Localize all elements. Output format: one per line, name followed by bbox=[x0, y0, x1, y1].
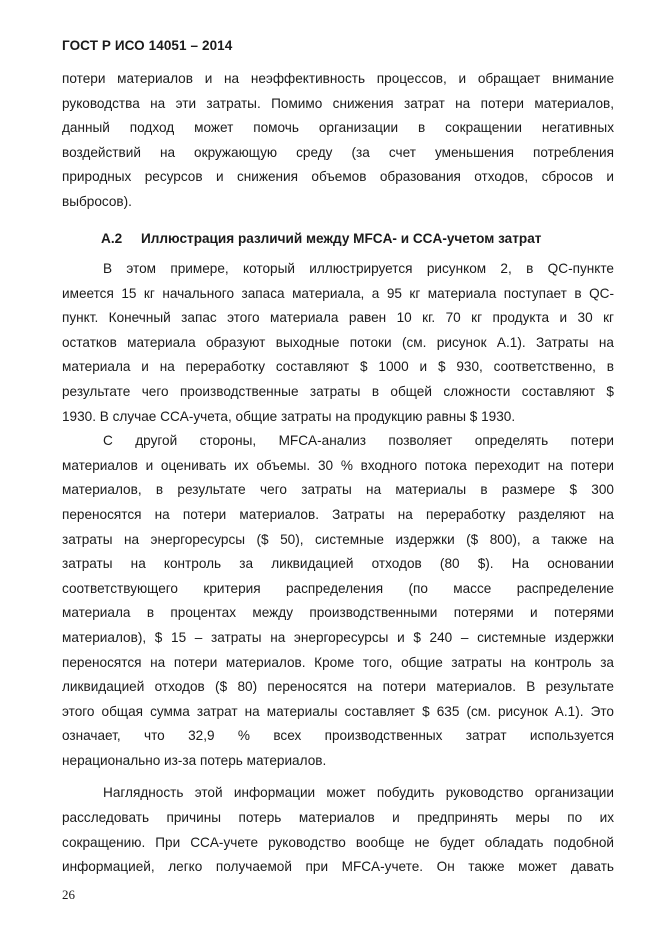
text-line: остатков материала образуют выходные потоки (см. рисунок А.1). Затраты на bbox=[62, 334, 614, 350]
text-line: этого общая сумма затрат на материалы составляет $ 635 (см. рисунок А.1). Это bbox=[62, 703, 614, 719]
text-line: означает, что 32,9 % всех производственных затрат используется bbox=[62, 728, 614, 744]
text-line: пункт. Конечный запас этого материала равен 10 кг. 70 кг продукта и 30 кг bbox=[62, 310, 614, 326]
body-text bbox=[62, 257, 614, 880]
text-line: В этом примере, который иллюстрируется рисунком 2, в QC-пункте bbox=[103, 261, 614, 276]
text-line: переносятся на потери материалов. Затраты на переработку разделяют на bbox=[62, 506, 614, 522]
text-line: расследовать причины потерь материалов и предпринять меры по их bbox=[62, 810, 614, 826]
text-line: материалов), $ 15 – затраты на энергоресурсы и $ 240 – системные издержки bbox=[62, 629, 614, 645]
text-line: имеется 15 кг начального запаса материала, а 95 кг материала поступает в QC- bbox=[62, 285, 614, 301]
section-number: А.2 bbox=[101, 231, 123, 246]
text-line: переносятся на потери материалов. Кроме того, общие затраты на контроль за bbox=[62, 654, 614, 670]
text-line: затраты на энергоресурсы ($ 50), системные издержки ($ 800), а также на bbox=[62, 531, 614, 547]
page-number: 26 bbox=[62, 887, 75, 902]
text-line: сокращению. При CCA-учете руководство вообще не будет обладать подобной bbox=[62, 834, 614, 850]
text-line: затраты на контроль за ликвидацией отходов (80 $). На основании bbox=[62, 556, 614, 572]
text-line: результате чего производственные затраты в общей сложности составляют $ bbox=[62, 383, 614, 399]
paragraph-top bbox=[62, 67, 614, 215]
paragraph-mfca bbox=[62, 429, 614, 773]
text-line: воздействий на окружающую среду (за счет уменьшения потребления bbox=[62, 144, 614, 160]
text-line: материалов, в результате чего затраты на материалы в размере $ 300 bbox=[62, 482, 614, 498]
text-line: информацией, легко получаемой при MFCA-учете. Он также может давать bbox=[62, 859, 614, 875]
text-line: материалов и оценивать их объемы. 30 % входного потока переходит на потери bbox=[62, 457, 614, 473]
text-line: материала и на переработку составляют $ 1000 и $ 930, соответственно, в bbox=[62, 359, 614, 375]
text-line: данный подход может помочь организации в сокращении негативных bbox=[62, 120, 614, 136]
text-line: 1930. В случае CCA-учета, общие затраты на продукцию равны $ 1930. bbox=[62, 408, 516, 424]
text-line: нерационально из-за потерь материалов. bbox=[62, 752, 327, 768]
text-line: природных ресурсов и снижения объемов образования отходов, сбросов и bbox=[62, 169, 614, 185]
section-heading bbox=[101, 231, 541, 246]
text-line: соответствующего критерия распределения (по массе распределение bbox=[62, 580, 614, 596]
section-title: Иллюстрация различий между MFCA- и CCA-учетом затрат bbox=[141, 231, 542, 246]
text-line: ликвидацией отходов ($ 80) переносятся на потери материалов. В результате bbox=[62, 679, 614, 695]
document-header: ГОСТ Р ИСО 14051 – 2014 bbox=[62, 38, 233, 53]
paragraph-visibility bbox=[62, 781, 614, 879]
text-line: потери материалов и на неэффективность процессов, и обращает внимание bbox=[62, 71, 614, 86]
text-line: выбросов). bbox=[62, 193, 132, 209]
text-line: С другой стороны, MFCA-анализ позволяет определять потери bbox=[103, 433, 614, 449]
text-line: Наглядность этой информации может побудить руководство организации bbox=[103, 785, 614, 801]
text-line: руководства на эти затраты. Помимо снижения затрат на потери материалов, bbox=[62, 95, 614, 111]
paragraph-example bbox=[62, 257, 614, 429]
text-line: материала в процентах между производственными потерями и потерями bbox=[62, 605, 614, 621]
